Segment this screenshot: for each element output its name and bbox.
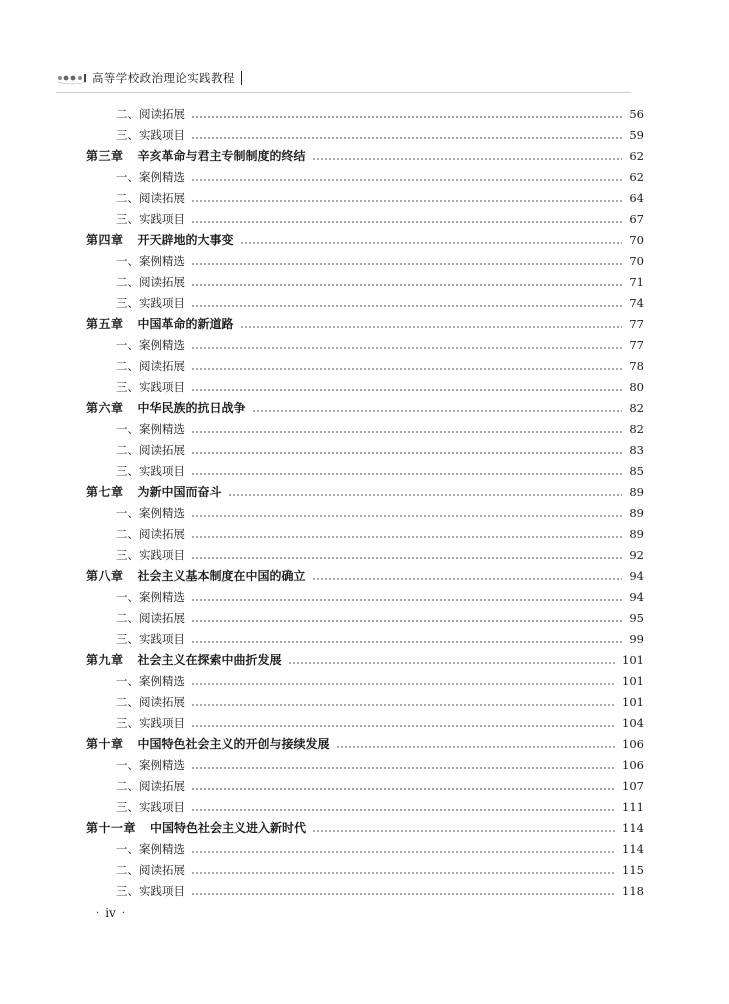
toc-chapter-row[interactable] (86, 482, 644, 503)
toc-page-number: 94 (629, 569, 644, 583)
toc-chapter-row[interactable] (86, 314, 644, 335)
dot-leader (191, 704, 616, 706)
toc-page-number: 82 (629, 422, 644, 436)
toc-entry-label (86, 566, 306, 587)
toc-entry-label: 三、实践项目 (116, 548, 185, 562)
toc-entry-label: 一、案例精选 (116, 590, 185, 604)
toc-entry-label: 三、实践项目 (116, 380, 185, 394)
toc-entry-label (86, 734, 330, 755)
toc-page-number: 106 (622, 758, 644, 772)
chapter-title: 中国特色社会主义的开创与接续发展 (137, 737, 330, 751)
toc-page-number: 111 (622, 800, 644, 814)
toc-section-row[interactable] (86, 692, 644, 713)
toc-page-number: 92 (629, 548, 644, 562)
dot-leader (191, 389, 622, 391)
toc-entry-label: 二、阅读拓展 (116, 191, 185, 205)
toc-entry-label: 二、阅读拓展 (116, 695, 185, 709)
chapter-title: 为新中国而奋斗 (137, 485, 222, 499)
toc-section-row[interactable] (86, 272, 644, 293)
toc-section-row[interactable] (86, 209, 644, 230)
toc-entry-label: 二、阅读拓展 (116, 611, 185, 625)
dot-leader (191, 116, 622, 118)
toc-page-number: 80 (629, 380, 644, 394)
chapter-title: 社会主义基本制度在中国的确立 (137, 569, 306, 583)
chapter-number: 第十章 (86, 737, 124, 751)
chapter-title: 辛亥革命与君主专制制度的终结 (137, 149, 306, 163)
toc-chapter-row[interactable] (86, 650, 644, 671)
chapter-number: 第七章 (86, 485, 124, 499)
toc-page-number: 78 (629, 359, 644, 373)
toc-section-row[interactable] (86, 125, 644, 146)
toc-page-number: 62 (629, 170, 644, 184)
dot-leader (191, 263, 622, 265)
dot-leader (191, 137, 622, 139)
toc-entry-label: 一、案例精选 (116, 758, 185, 772)
header-rule (56, 92, 631, 93)
dot-leader (191, 851, 616, 853)
chapter-title: 开天辟地的大事变 (137, 233, 234, 247)
dot-leader (191, 515, 622, 517)
chapter-title: 中国革命的新道路 (137, 317, 234, 331)
dot-leader (288, 662, 617, 664)
toc-page-number: 118 (622, 884, 644, 898)
toc-entry-label: 三、实践项目 (116, 296, 185, 310)
page-footer (90, 906, 131, 920)
toc-section-row[interactable] (86, 755, 644, 776)
toc-section-row[interactable] (86, 608, 644, 629)
toc-section-row[interactable] (86, 671, 644, 692)
chapter-number: 第四章 (86, 233, 124, 247)
toc-page-number: 89 (629, 506, 644, 520)
dot-leader (336, 746, 617, 748)
toc-section-row[interactable] (86, 377, 644, 398)
dot-leader (240, 242, 622, 244)
footer-dot-left: · (96, 907, 100, 919)
toc-entry-label: 二、阅读拓展 (116, 443, 185, 457)
toc-entry-label: 三、实践项目 (116, 464, 185, 478)
toc-section-row[interactable] (86, 419, 644, 440)
toc-entry-label: 一、案例精选 (116, 338, 185, 352)
ornament-logo-icon (56, 70, 88, 86)
chapter-number: 第九章 (86, 653, 124, 667)
dot-leader (191, 557, 622, 559)
toc-entry-label: 一、案例精选 (116, 254, 185, 268)
toc-page-number: 114 (622, 842, 644, 856)
page-number: iv (105, 906, 116, 920)
toc-section-row[interactable] (86, 524, 644, 545)
toc-section-row[interactable] (86, 629, 644, 650)
toc-section-row[interactable] (86, 860, 644, 881)
chapter-number: 第八章 (86, 569, 124, 583)
chapter-title: 中国特色社会主义进入新时代 (150, 821, 307, 835)
toc-entry-label (86, 146, 306, 167)
toc-entry-label: 三、实践项目 (116, 128, 185, 142)
toc-page-number: 67 (629, 212, 644, 226)
dot-leader (191, 725, 616, 727)
toc-chapter-row[interactable] (86, 734, 644, 755)
toc-section-row[interactable] (86, 503, 644, 524)
toc-page-number: 95 (629, 611, 644, 625)
toc-entry-label: 二、阅读拓展 (116, 779, 185, 793)
toc-entry-label: 一、案例精选 (116, 422, 185, 436)
toc-page-number: 62 (629, 149, 644, 163)
toc-entry-label: 二、阅读拓展 (116, 863, 185, 877)
toc-section-row[interactable] (86, 881, 644, 902)
running-header (56, 68, 242, 88)
toc-page-number: 101 (622, 674, 644, 688)
dot-leader (191, 284, 622, 286)
toc-entry-label: 一、案例精选 (116, 674, 185, 688)
chapter-title: 中华民族的抗日战争 (137, 401, 246, 415)
dot-leader (312, 158, 622, 160)
toc-page-number: 82 (629, 401, 644, 415)
toc-entry-label: 三、实践项目 (116, 632, 185, 646)
toc-section-row[interactable] (86, 167, 644, 188)
toc-chapter-row[interactable] (86, 146, 644, 167)
toc-page-number: 64 (629, 191, 644, 205)
toc-page-number: 85 (629, 464, 644, 478)
toc-entry-label: 三、实践项目 (116, 716, 185, 730)
chapter-number: 第三章 (86, 149, 124, 163)
toc-section-row[interactable] (86, 587, 644, 608)
toc-entry-label: 二、阅读拓展 (116, 527, 185, 541)
toc-entry-label (86, 230, 234, 251)
toc-entry-label: 一、案例精选 (116, 842, 185, 856)
dot-leader (191, 431, 622, 433)
dot-leader (191, 809, 616, 811)
toc-section-row[interactable] (86, 440, 644, 461)
dot-leader (191, 767, 616, 769)
chapter-number: 第十一章 (86, 821, 137, 835)
dot-leader (191, 368, 622, 370)
toc-entry-label: 二、阅读拓展 (116, 359, 185, 373)
dot-leader (191, 347, 622, 349)
toc-entry-label: 一、案例精选 (116, 506, 185, 520)
toc-page-number: 59 (629, 128, 644, 142)
toc-section-row[interactable] (86, 545, 644, 566)
toc-section-row[interactable] (86, 104, 644, 125)
toc-page-number: 77 (629, 317, 644, 331)
chapter-number: 第六章 (86, 401, 124, 415)
toc-entry-label: 三、实践项目 (116, 800, 185, 814)
dot-leader (191, 473, 622, 475)
toc-section-row[interactable] (86, 839, 644, 860)
toc-page-number: 99 (629, 632, 644, 646)
toc-entry-label: 三、实践项目 (116, 884, 185, 898)
toc-page-number: 77 (629, 338, 644, 352)
dot-leader (191, 641, 622, 643)
toc-entry-label (86, 482, 222, 503)
toc-page-number: 115 (622, 863, 644, 877)
dot-leader (252, 410, 622, 412)
toc-entry-label: 二、阅读拓展 (116, 107, 185, 121)
dot-leader (191, 305, 622, 307)
toc-chapter-row[interactable] (86, 818, 644, 839)
toc-page-number: 107 (622, 779, 644, 793)
dot-leader (191, 620, 622, 622)
chapter-title: 社会主义在探索中曲折发展 (137, 653, 282, 667)
toc-entry-label: 一、案例精选 (116, 170, 185, 184)
toc-page-number: 101 (622, 695, 644, 709)
toc-entry-label (86, 818, 306, 839)
toc-page-number: 71 (629, 275, 644, 289)
toc-section-row[interactable] (86, 356, 644, 377)
toc-section-row[interactable] (86, 251, 644, 272)
toc-chapter-row[interactable] (86, 398, 644, 419)
toc-section-row[interactable] (86, 293, 644, 314)
dot-leader (191, 893, 616, 895)
header-divider (241, 71, 242, 85)
header-title: 高等学校政治理论实践教程 (92, 71, 235, 85)
toc-page-number: 83 (629, 443, 644, 457)
toc-entry-label (86, 650, 282, 671)
toc-section-row[interactable] (86, 776, 644, 797)
toc-chapter-row[interactable] (86, 230, 644, 251)
dot-leader (191, 452, 622, 454)
toc-page-number: 70 (629, 254, 644, 268)
dot-leader (312, 578, 622, 580)
chapter-number: 第五章 (86, 317, 124, 331)
toc-page-number: 101 (622, 653, 644, 667)
toc-section-row[interactable] (86, 461, 644, 482)
dot-leader (191, 599, 622, 601)
toc-chapter-row[interactable] (86, 566, 644, 587)
toc-page-number: 70 (629, 233, 644, 247)
toc-entry-label: 三、实践项目 (116, 212, 185, 226)
toc-page-number: 89 (629, 485, 644, 499)
toc-page-number: 104 (622, 716, 644, 730)
toc-page-number: 56 (629, 107, 644, 121)
toc-section-row[interactable] (86, 335, 644, 356)
footer-dot-right: · (121, 907, 125, 919)
toc-section-row[interactable] (86, 797, 644, 818)
dot-leader (191, 536, 622, 538)
toc-entry-label (86, 314, 234, 335)
toc-page-number: 74 (629, 296, 644, 310)
toc-page-number: 106 (622, 737, 644, 751)
table-of-contents (86, 104, 644, 902)
dot-leader (191, 683, 616, 685)
toc-section-row[interactable] (86, 188, 644, 209)
dot-leader (191, 179, 622, 181)
dot-leader (191, 221, 622, 223)
toc-page-number: 94 (629, 590, 644, 604)
toc-section-row[interactable] (86, 713, 644, 734)
toc-page-number: 114 (622, 821, 644, 835)
dot-leader (312, 830, 616, 832)
toc-page-number: 89 (629, 527, 644, 541)
dot-leader (228, 494, 622, 496)
dot-leader (240, 326, 622, 328)
toc-entry-label (86, 398, 246, 419)
toc-entry-label: 二、阅读拓展 (116, 275, 185, 289)
dot-leader (191, 872, 616, 874)
dot-leader (191, 200, 622, 202)
dot-leader (191, 788, 616, 790)
